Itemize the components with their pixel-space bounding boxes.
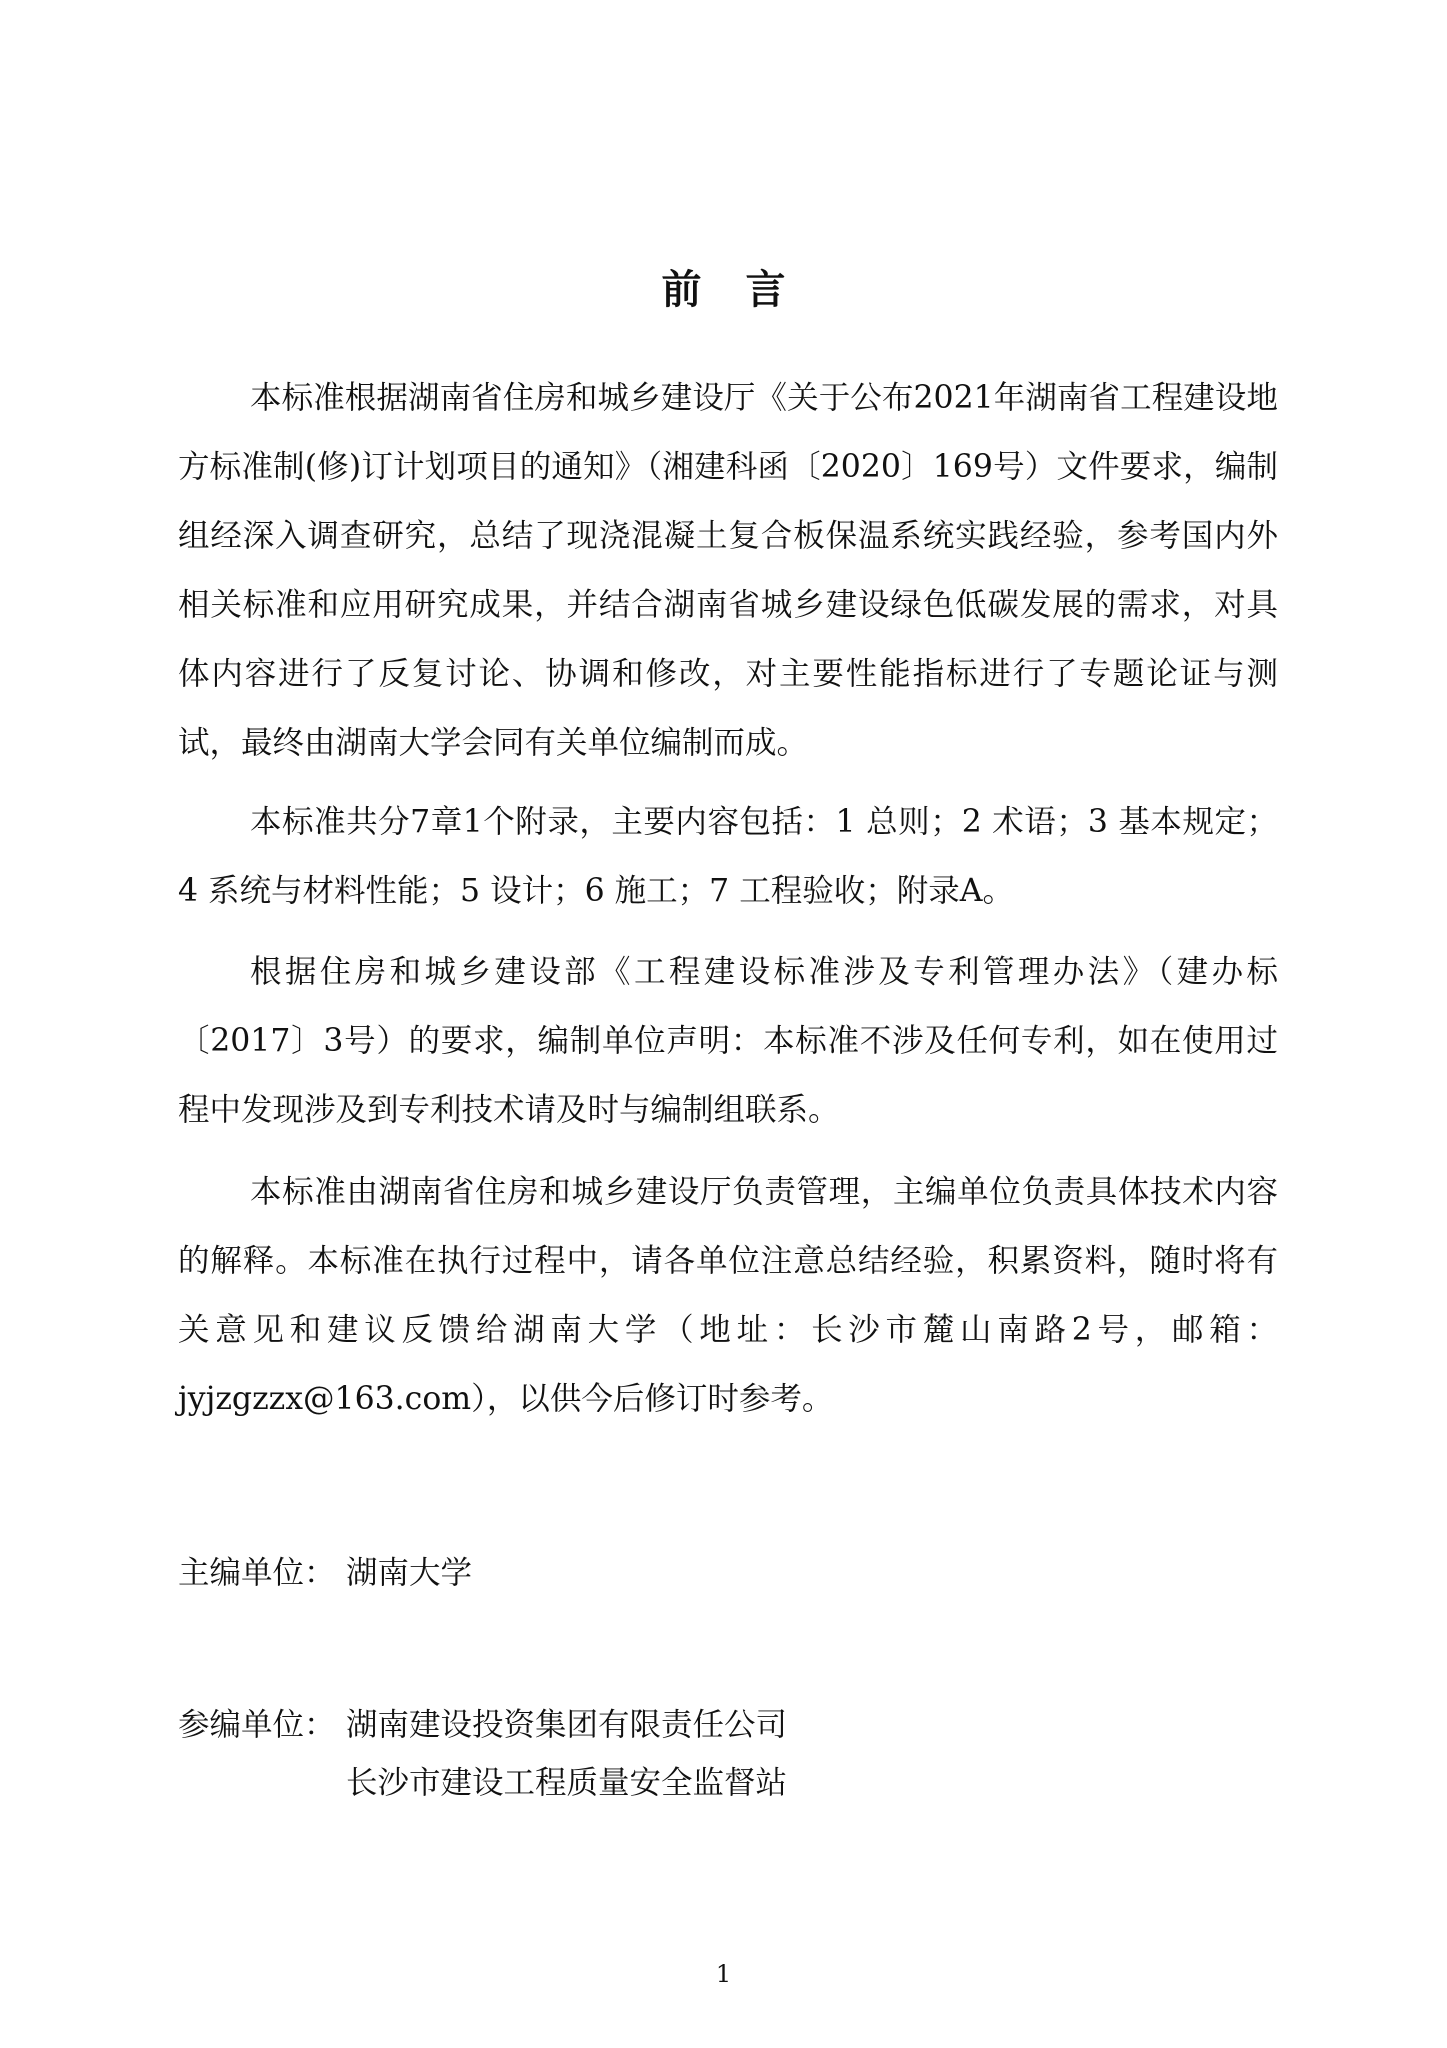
chief-unit-label: 主编单位： [178,1555,336,1591]
paragraph-basis: 本标准根据湖南省住房和城乡建设厅《关于公布2021年湖南省工程建设地方标准制(修)订计划项目的通知》（湘建科函〔2020〕169号）文件要求，编制组经深入调查研究，总结了现浇混凝土复合板保温系统实践经验，参考国内外相关标准和应用研究成果，并结合湖南省城乡建设绿色低碳发展的需求，对具体内容进行了反复讨论、协调和修改，对主要性能指标进行了专题论证与测试，最终由湖南大学会同有关单位编制而成。 [178,380,1278,761]
page-number: 1 [715,1960,732,1988]
chief-editor-unit [178,1544,472,1602]
paragraph-management: 本标准由湖南省住房和城乡建设厅负责管理，主编单位负责具体技术内容的解释。本标准在执行过程中，请各单位注意总结经验，积累资料，随时将有关意见和建议反馈给湖南大学（地址：长沙市麓山南路2号，邮箱：jyjzgzzx@163.com），以供今后修订时参考。 [178,1174,1278,1417]
page-title: 前言 [661,266,830,313]
participating-unit-name: 湖南建设投资集团有限责任公司 [346,1707,788,1743]
participating-units [178,1696,787,1812]
paragraph-contents: 本标准共分7章1个附录，主要内容包括：1 总则；2 术语；3 基本规定；4 系统与材料性能；5 设计；6 施工；7 工程验收；附录A。 [178,804,1278,909]
chief-unit-name: 湖南大学 [346,1555,473,1591]
paragraph-patent-statement: 根据住房和城乡建设部《工程建设标准涉及专利管理办法》（建办标〔2017〕3号）的要求，编制单位声明：本标准不涉及任何专利，如在使用过程中发现涉及到专利技术请及时与编制组联系。 [178,954,1278,1128]
participating-unit-name: 长沙市建设工程质量安全监督站 [346,1765,788,1801]
participating-unit-label: 参编单位： [178,1707,336,1743]
